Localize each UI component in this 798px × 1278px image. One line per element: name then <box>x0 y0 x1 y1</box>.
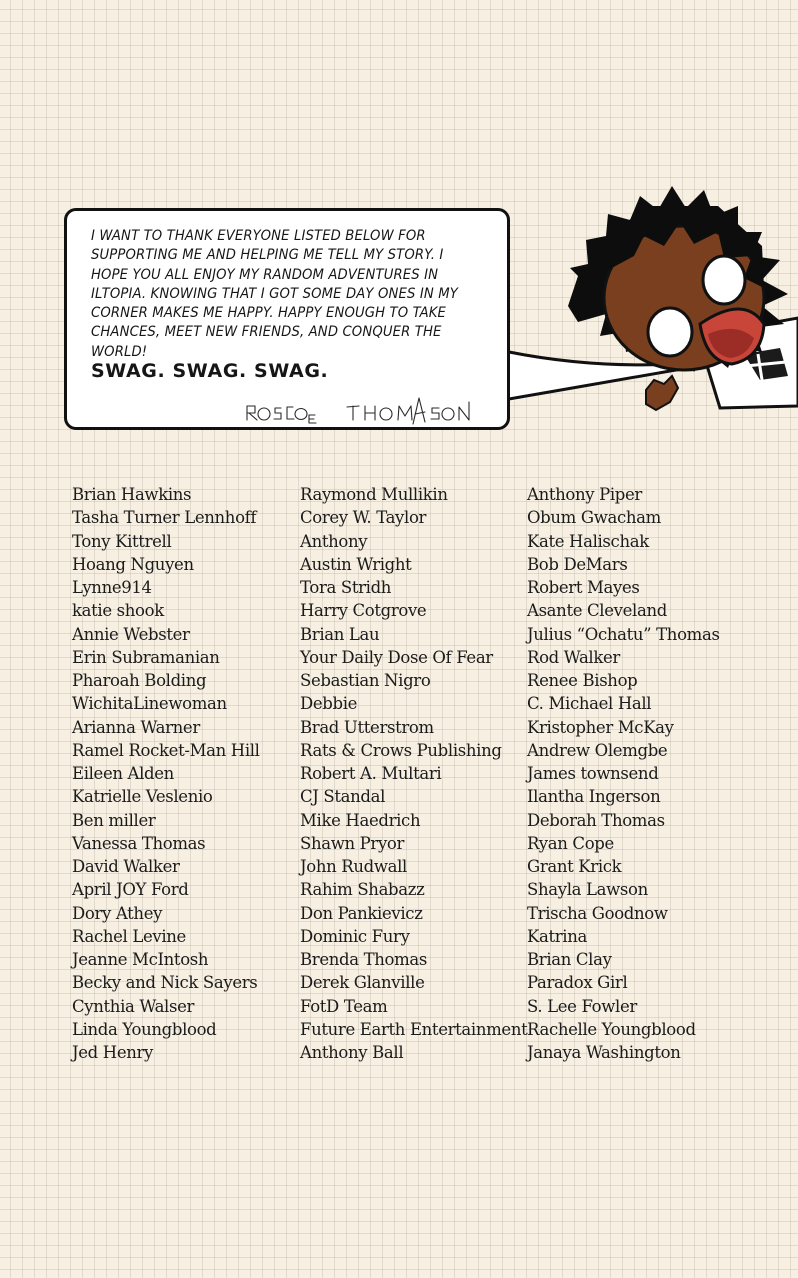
supporter-name: Grant Krick <box>527 857 622 876</box>
supporter-name: Linda Youngblood <box>72 1019 217 1039</box>
supporter-name: Paradox Girl <box>527 973 628 993</box>
supporter-name: Sebastian Nigro <box>300 671 431 690</box>
supporter-name: John Rudwall <box>300 857 407 876</box>
bubble-swag: SWAG. SWAG. SWAG. <box>91 360 329 382</box>
supporter-name: Bob DeMars <box>527 554 628 574</box>
supporter-name: Brad Utterstrom <box>300 717 434 737</box>
supporter-name: Trischa Goodnow <box>527 903 668 923</box>
supporter-name: Future Earth Entertainment <box>300 1019 528 1039</box>
supporter-name: Deborah Thomas <box>527 810 665 830</box>
supporter-name: Don Pankievicz <box>300 903 423 923</box>
supporter-name: Becky and Nick Sayers <box>72 973 258 993</box>
supporter-name: Rats & Crows Publishing <box>300 740 502 760</box>
supporter-name: Brian Lau <box>300 624 380 644</box>
supporter-name: Corey W. Taylor <box>300 508 427 528</box>
supporter-name: Brenda Thomas <box>300 950 428 969</box>
supporters-column-2 <box>300 483 527 1064</box>
supporter-name: Dominic Fury <box>300 926 410 946</box>
supporter-name: Mike Haedrich <box>300 810 421 830</box>
supporter-name: Anthony <box>300 531 368 551</box>
supporter-name: Rachel Levine <box>72 926 186 946</box>
supporter-name: Robert Mayes <box>527 578 640 597</box>
supporter-name: Tasha Turner Lennhoff <box>72 508 257 528</box>
supporter-name: C. Michael Hall <box>527 694 652 714</box>
supporter-name: Kate Halischak <box>527 531 649 551</box>
supporter-name: Raymond Mullikin <box>300 485 448 504</box>
supporter-name: Hoang Nguyen <box>72 554 194 574</box>
supporter-name: Ben miller <box>72 810 156 830</box>
supporter-name: S. Lee Fowler <box>527 996 637 1016</box>
supporter-name: Asante Cleveland <box>527 601 667 621</box>
supporter-name: Kristopher McKay <box>527 717 674 737</box>
supporter-name: Jed Henry <box>72 1043 154 1062</box>
supporter-name: Andrew Olemgbe <box>527 740 668 760</box>
supporter-name: Rod Walker <box>527 647 620 667</box>
supporter-name: Harry Cotgrove <box>300 601 427 621</box>
supporter-name: Ryan Cope <box>527 833 614 853</box>
supporter-name: Austin Wright <box>300 554 412 574</box>
supporter-name: WichitaLinewoman <box>72 694 227 714</box>
roscoe-character-illustration <box>548 176 798 416</box>
supporter-name: Tony Kittrell <box>72 531 172 551</box>
supporter-name: CJ Standal <box>300 787 386 807</box>
supporter-name: Debbie <box>300 694 358 714</box>
supporter-name: Eileen Alden <box>72 764 174 783</box>
supporter-name: Shawn Pryor <box>300 833 405 853</box>
speech-bubble <box>64 208 510 430</box>
supporter-name: James townsend <box>527 764 659 783</box>
supporter-name: Ilantha Ingerson <box>527 787 661 807</box>
supporter-name: Obum Gwacham <box>527 508 661 528</box>
bubble-message: I WANT TO THANK EVERYONE LISTED BELOW FOR SUPPORTING ME AND HELPING ME TELL MY STORY. I HOPE YOU ALL ENJOY MY RANDOM ADVENTURES IN ILTOPIA. KNOWING THAT I GOT SOME DAY ONES IN MY CORNER MAKES ME HAPPY. HAPPY ENOUGH TO TAKE CHANCES, MEET NEW FRIENDS, AND CONQUER THE WORLD! <box>91 228 458 360</box>
supporter-name: Cynthia Walser <box>72 996 195 1016</box>
supporter-name: Annie Webster <box>72 624 190 644</box>
supporter-name: Anthony Piper <box>527 485 642 504</box>
supporter-name: Arianna Warner <box>72 717 200 737</box>
supporter-name: Vanessa Thomas <box>72 833 206 853</box>
supporter-name: Tora Stridh <box>300 578 392 597</box>
supporter-name: Dory Athey <box>72 903 163 923</box>
supporter-name: Katrina <box>527 926 587 946</box>
supporter-name: Pharoah Bolding <box>72 671 207 690</box>
supporter-name: Katrielle Veslenio <box>72 787 213 807</box>
supporter-name: Lynne914 <box>72 578 152 597</box>
supporter-name: Janaya Washington <box>527 1043 681 1062</box>
supporter-name: Brian Hawkins <box>72 485 192 504</box>
supporter-name: Jeanne McIntosh <box>72 950 209 969</box>
supporters-column-1 <box>72 483 260 1064</box>
supporter-name: April JOY Ford <box>72 880 189 900</box>
supporter-name: Erin Subramanian <box>72 647 220 667</box>
supporter-name: Rachelle Youngblood <box>527 1019 696 1039</box>
supporter-name: Robert A. Multari <box>300 764 442 783</box>
supporter-name: David Walker <box>72 857 180 876</box>
handwritten-signature <box>243 394 503 428</box>
supporter-name: Derek Glanville <box>300 973 425 993</box>
supporter-name: Julius “Ochatu” Thomas <box>527 624 720 644</box>
supporters-column-3 <box>527 483 720 1064</box>
supporter-name: Rahim Shabazz <box>300 880 425 900</box>
supporter-name: Anthony Ball <box>300 1043 404 1062</box>
supporter-name: Renee Bishop <box>527 671 638 690</box>
supporter-name: Ramel Rocket-Man Hill <box>72 740 260 760</box>
supporter-name: Shayla Lawson <box>527 880 648 900</box>
supporter-name: Your Daily Dose Of Fear <box>300 647 493 667</box>
supporter-name: Brian Clay <box>527 950 612 969</box>
supporter-name: FotD Team <box>300 996 388 1016</box>
supporter-name: katie shook <box>72 601 164 621</box>
